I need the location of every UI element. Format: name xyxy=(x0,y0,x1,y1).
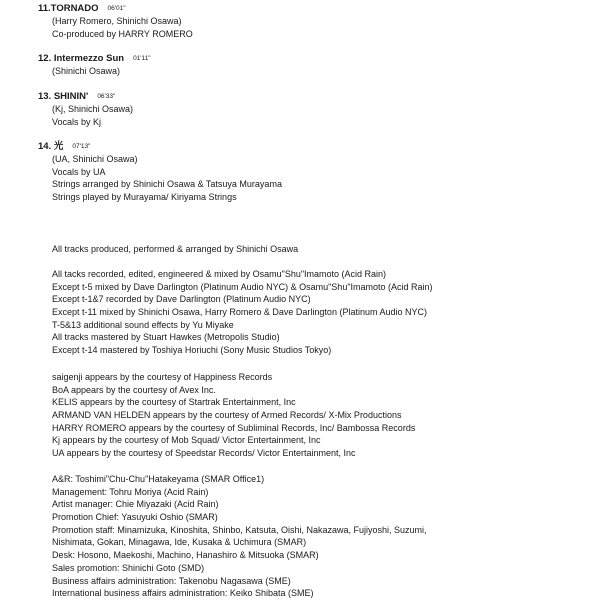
recording-credit-line: Except t-1&7 recorded by Dave Darlington (Platinum Audio NYC) xyxy=(52,294,311,305)
recording-credit-line: T-5&13 additional sound effects by Yu Miyake xyxy=(52,319,234,330)
staff-credits-block xyxy=(52,473,592,600)
track-title: 12. Intermezzo Sun xyxy=(38,53,125,64)
track-duration: 01'11" xyxy=(133,55,151,62)
recording-credits-block xyxy=(52,268,592,357)
track-header xyxy=(38,52,578,65)
track-entry xyxy=(38,52,578,78)
track-details xyxy=(38,103,578,128)
track-header xyxy=(38,140,578,153)
recording-credit-line: All tracks mastered by Stuart Hawkes (Metropolis Studio) xyxy=(52,332,280,343)
produced-credit-block xyxy=(52,243,592,256)
courtesy-credit-line: saigenji appears by the courtesy of Happiness Records xyxy=(52,372,273,382)
track-title: 14. 光 xyxy=(38,141,64,152)
staff-credit-line: Artist manager: Chie Miyazaki (Acid Rain) xyxy=(52,499,219,510)
courtesy-credits-block xyxy=(52,371,592,460)
staff-credit-line: Nishimata, Gokan, Minagawa, Ide, Kusaka & Uchimura (SMAR) xyxy=(52,537,307,548)
track-details xyxy=(38,65,578,78)
track-duration: 06'01" xyxy=(107,5,126,12)
staff-credit-line: Promotion staff: Minamizuka, Kinoshita, Shinbo, Katsuta, Oishi, Nakazawa, Fujiyoshi, Suzumi, xyxy=(52,524,427,535)
track-detail-line: Strings played by Murayama/ Kiriyama Strings xyxy=(52,191,237,202)
recording-credit-line: Except t-14 mastered by Toshiya Horiuchi (Sony Music Studios Tokyo) xyxy=(52,345,332,356)
track-detail-line: (Kj, Shinichi Osawa) xyxy=(52,104,134,114)
track-details xyxy=(38,153,578,203)
courtesy-credit-line: UA appears by the courtesy of Speedstar Records/ Victor Entertainment, Inc xyxy=(52,448,356,459)
track-detail-line: (Shinichi Osawa) xyxy=(52,66,121,76)
recording-credit-line: Except t-5 mixed by Dave Darlington (Platinum Audio NYC) & Osamu"Shu"Imamoto (Acid Rain) xyxy=(52,281,433,292)
track-entry xyxy=(38,140,578,203)
track-details xyxy=(38,15,578,40)
staff-credit-line: A&R: Toshimi"Chu-Chu"Hatakeyama (SMAR Office1) xyxy=(52,474,265,484)
track-detail-line: Vocals by UA xyxy=(52,166,106,177)
track-entry xyxy=(38,90,578,128)
courtesy-credit-line: BoA appears by the courtesy of Avex Inc. xyxy=(52,384,216,395)
recording-credit-line: All tacks recorded, edited, engineered & mixed by Osamu"Shu"Imamoto (Acid Rain) xyxy=(52,269,387,279)
track-duration: 07'13" xyxy=(72,143,91,150)
track-detail-line: Co-produced by HARRY ROMERO xyxy=(52,28,193,39)
staff-credit-line: Sales promotion: Shinichi Goto (SMD) xyxy=(52,562,205,573)
staff-credit-line: Management: Tohru Moriya (Acid Rain) xyxy=(52,486,209,497)
track-detail-line: (UA, Shinichi Osawa) xyxy=(52,154,138,164)
track-detail-line: (Harry Romero, Shinichi Osawa) xyxy=(52,16,182,26)
track-title: 11.TORNADO xyxy=(38,3,99,14)
courtesy-credit-line: KELIS appears by the courtesy of Startrak Entertainment, Inc xyxy=(52,397,296,408)
track-title: 13. SHININ' xyxy=(38,91,89,102)
staff-credit-line: Promotion Chief: Yasuyuki Oshio (SMAR) xyxy=(52,512,218,523)
staff-credit-line: Business affairs administration: Takenobu Nagasawa (SME) xyxy=(52,575,291,586)
produced-credit: All tracks produced, performed & arranged by Shinichi Osawa xyxy=(52,244,299,254)
track-duration: 06'33" xyxy=(97,93,116,100)
courtesy-credit-line: ARMAND VAN HELDEN appears by the courtesy of Armed Records/ X-Mix Productions xyxy=(52,410,402,421)
courtesy-credit-line: Kj appears by the courtesy of Mob Squad/ Victor Entertainment, Inc xyxy=(52,435,321,446)
track-header xyxy=(38,2,578,15)
track-entry xyxy=(38,2,578,40)
recording-credit-line: Except t-11 mixed by Shinichi Osawa, Harry Romero & Dave Darlington (Platinum Audio NYC) xyxy=(52,307,427,318)
staff-credit-line: Desk: Hosono, Maekoshi, Machino, Hanashiro & Mitsuoka (SMAR) xyxy=(52,550,319,561)
staff-credit-line: International business affairs administration: Keiko Shibata (SME) xyxy=(52,588,314,599)
courtesy-credit-line: HARRY ROMERO appears by the courtesy of Subliminal Records, Inc/ Bambossa Records xyxy=(52,422,416,433)
track-detail-line: Vocals by Kj xyxy=(52,116,102,127)
track-detail-line: Strings arranged by Shinichi Osawa & Tatsuya Murayama xyxy=(52,179,282,190)
track-header xyxy=(38,90,578,103)
